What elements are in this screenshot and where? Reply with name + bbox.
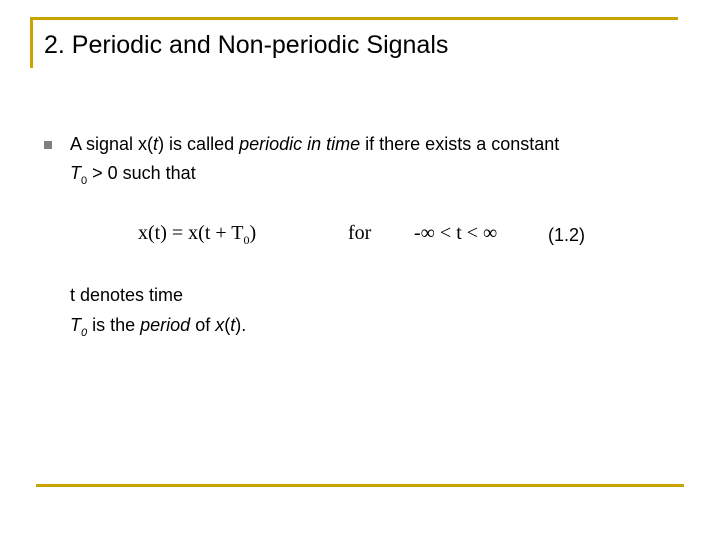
line2-suffix: > 0 such that (87, 163, 196, 183)
equation-lhs-a: x(t) = x(t + T (138, 222, 244, 244)
line4-emphasis: period (140, 315, 191, 335)
line4-x: x (215, 315, 225, 335)
note-line-2 (70, 314, 246, 339)
line4-mid: is the (87, 315, 141, 335)
line4-T: T (70, 315, 81, 335)
slide-title: 2. Periodic and Non-periodic Signals (44, 31, 449, 59)
equation-number: (1.2) (548, 225, 586, 245)
frame-top-rule (30, 17, 678, 20)
line2-subscript: 0 (81, 175, 88, 187)
line4-t: t (230, 315, 236, 335)
frame-left-rule (30, 17, 33, 68)
line2-T: T (70, 163, 81, 183)
line4-mid2: of (190, 315, 216, 335)
line4-paren-close: ). (235, 315, 247, 335)
line1-suffix: if there exists a constant (360, 134, 560, 154)
equation-lhs (138, 221, 256, 247)
equation-subscript: 0 (243, 233, 250, 247)
frame-bottom-rule (36, 484, 684, 487)
line4-paren-open: ( (224, 315, 231, 335)
note-line-1: t denotes time (70, 285, 184, 305)
bullet-line-2 (70, 162, 196, 187)
equation-for: for (348, 222, 372, 244)
equation-condition: -∞ < t < ∞ (414, 222, 498, 244)
equation-lhs-b: ) (249, 222, 257, 244)
line4-subscript: 0 (81, 327, 88, 339)
line1-prefix: A signal x( (70, 134, 154, 154)
bullet-line-1 (70, 133, 559, 155)
square-bullet-icon (44, 141, 52, 149)
line1-t: t (153, 134, 159, 154)
line1-mid: ) is called (158, 134, 240, 154)
line1-emphasis: periodic in time (239, 134, 361, 154)
